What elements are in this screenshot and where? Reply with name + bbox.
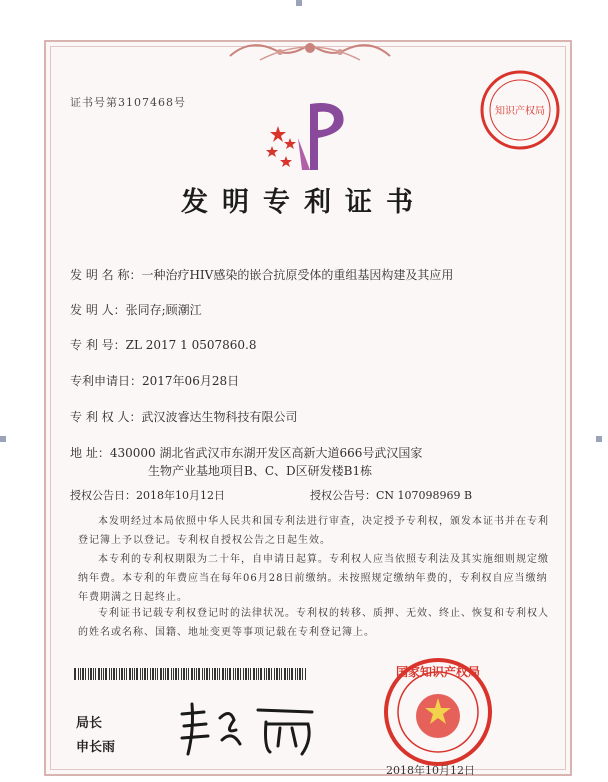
field-application-date [70,372,239,389]
field-label: 发 明 名 称： [70,268,142,282]
top-seal-text: 知识产权局 [495,106,545,117]
field-label: 授权公告日： [70,489,136,502]
barcode-bar [74,668,76,680]
barcode-bar [88,668,89,680]
barcode-bar [287,668,288,680]
barcode-bar [219,668,220,680]
field-patent-number [70,336,256,353]
barcode-bar [237,668,239,680]
barcode-bar [235,668,236,680]
field-invention-name [70,266,453,283]
field-address [70,444,422,461]
scan-marker [0,436,6,442]
field-value: ZL 2017 1 0507860.8 [125,338,257,352]
field-patentee [70,408,297,425]
barcode-bar [167,668,169,680]
field-label: 授权公告号： [310,489,376,502]
field-value: 2017年06月28日 [142,374,240,388]
barcode-bar [129,668,131,680]
field-label: 专利申请日： [70,374,143,388]
barcode-bar [90,668,92,680]
barcode-bar [140,668,141,680]
barcode-bar [78,668,79,680]
barcode-bar [214,668,216,680]
barcode-bar [271,668,272,680]
barcode-bar [268,668,270,680]
barcode-bar [258,668,259,680]
barcode-bar [212,668,213,680]
barcode-bar [266,668,267,680]
barcode-bar [274,668,275,680]
barcode-bar [181,668,182,680]
paragraph-legal-status: 专利证书记载专利权登记时的法律状况。专利权的转移、质押、无效、终止、恢复和专利权人的姓名或名称、国籍、地址变更等事项记载在专利登记簿上。 [78,608,549,638]
barcode-bar [202,668,203,680]
top-seal-stamp [478,68,562,152]
address-line-1: 430000 湖北省武汉市东湖开发区高新大道666号武汉国家 [109,446,423,460]
field-value: 一种治疗HIV感染的嵌合抗原受体的重组基因构建及其应用 [141,268,454,282]
field-value: 2018年10月12日 [136,489,225,502]
top-ornament-icon [220,30,400,66]
barcode-bar [111,668,112,680]
field-inventor [70,301,202,318]
field-label: 发 明 人： [70,303,126,317]
barcode-bar [121,668,123,680]
barcode-bar [136,668,138,680]
field-label: 地 址： [70,446,110,460]
field-value: CN 107098969 B [376,489,473,502]
barcode-bar [260,668,262,680]
barcode-bar [124,668,125,680]
paragraph-term: 本专利的专利权期限为二十年，自申请日起算。专利权人应当依照专利法及其实施细则规定缴纳年费。本专利的年费应当在每年06月28日前缴纳。未按照规定缴纳年费的，专利权自应当缴纳年费期满之日起终止。 [78,554,549,603]
barcode-bar [229,668,231,680]
barcode-bar [295,668,296,680]
barcode-bar [183,668,185,680]
barcode-bar [150,668,151,680]
barcode-bar [160,668,162,680]
barcode-bar [256,668,257,680]
barcode-bar [225,668,226,680]
barcode-bar [186,668,187,680]
barcode-bar [253,668,255,680]
barcode-bar [276,668,278,680]
barcode-bar [157,668,158,680]
barcode [74,668,308,680]
barcode-bar [163,668,164,680]
barcode-bar [297,668,298,680]
scan-marker [296,0,302,6]
field-label: 专 利 权 人： [70,410,142,424]
barcode-bar [173,668,174,680]
barcode-bar [134,668,135,680]
barcode-bar [126,668,127,680]
paragraph-grant: 本发明经过本局依照中华人民共和国专利法进行审查，决定授予专利权，颁发本证书并在专利登记簿上予以登记。专利权自授权公告之日起生效。 [78,516,549,546]
barcode-bar [188,668,189,680]
barcode-bar [103,668,104,680]
barcode-bar [209,668,210,680]
barcode-bar [217,668,218,680]
barcode-bar [152,668,154,680]
barcode-bar [248,668,249,680]
certificate-number: 证书号第3107468号 [70,96,186,109]
barcode-bar [109,668,110,680]
barcode-bar [198,668,200,680]
director-name: 申长雨 [76,740,116,755]
barcode-bar [85,668,86,680]
barcode-bar [142,668,143,680]
barcode-bar [155,668,156,680]
barcode-bar [299,668,301,680]
barcode-bar [178,668,179,680]
barcode-bar [147,668,148,680]
barcode-bar [240,668,241,680]
barcode-bar [191,668,193,680]
barcode-bar [281,668,282,680]
barcode-bar [101,668,102,680]
grant-number [310,487,472,503]
barcode-bar [105,668,107,680]
field-value: 武汉波睿达生物科技有限公司 [141,410,298,424]
field-value: 张同存;顾潮江 [125,303,202,317]
barcode-bar [250,668,251,680]
certificate-title: 发明专利证书 [181,187,427,218]
barcode-bar [264,668,265,680]
address-line-2: 生物产业基地项目B、C、D区研发楼B1栋 [148,464,373,478]
handwritten-signature [174,700,324,760]
barcode-bar [93,668,94,680]
barcode-bar [204,668,205,680]
barcode-bar [95,668,96,680]
barcode-bar [144,668,146,680]
barcode-bar [194,668,195,680]
barcode-bar [165,668,166,680]
barcode-bar [132,668,133,680]
barcode-bar [206,668,208,680]
barcode-bar [80,668,81,680]
barcode-bar [171,668,172,680]
barcode-bar [222,668,224,680]
barcode-bar [233,668,234,680]
bottom-date: 2018年10月12日 [386,764,475,777]
barcode-bar [175,668,177,680]
barcode-bar [227,668,228,680]
barcode-bar [113,668,115,680]
patent-office-logo [258,98,354,178]
grant-date [70,487,225,503]
scan-marker [596,436,602,442]
barcode-bar [302,668,303,680]
field-label: 专 利 号： [70,338,126,352]
barcode-bar [243,668,244,680]
barcode-bar [116,668,117,680]
barcode-bar [284,668,286,680]
barcode-bar [245,668,247,680]
barcode-bar [82,668,84,680]
director-label: 局长 [76,716,103,731]
barcode-bar [305,668,306,680]
bottom-seal-stamp [382,656,494,768]
barcode-bar [119,668,120,680]
barcode-bar [196,668,197,680]
bottom-seal-text: 国家知识产权局 [395,665,481,679]
barcode-bar [289,668,290,680]
barcode-bar [279,668,280,680]
barcode-bar [291,668,293,680]
barcode-bar [98,668,100,680]
